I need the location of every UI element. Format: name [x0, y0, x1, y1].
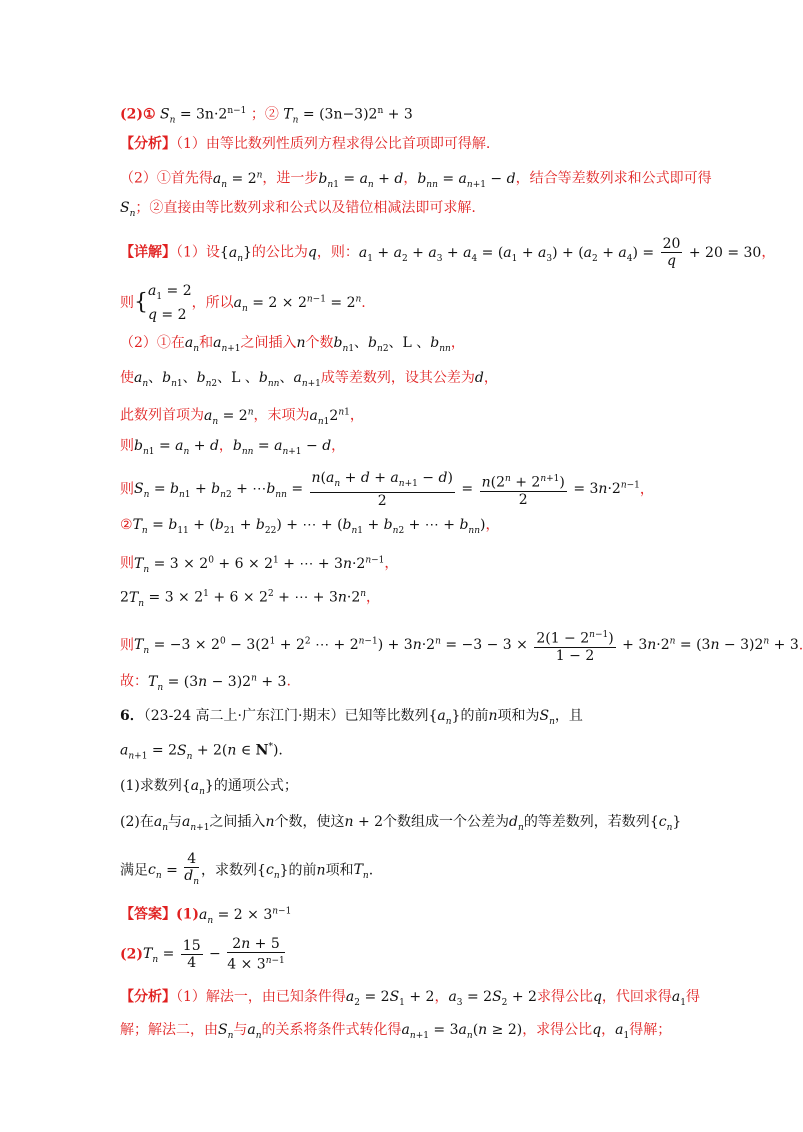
answer-tag: 【答案】: [120, 906, 176, 923]
math-expr: + 3: [383, 106, 413, 123]
text: 故：: [120, 673, 148, 690]
text: 已知等比数列: [344, 708, 429, 724]
math-exp: n−1: [227, 106, 247, 116]
text: ，进一步: [262, 170, 319, 187]
text: 则: [120, 438, 134, 454]
text: ，: [601, 1022, 616, 1038]
question-6-line-2: $a_{n+1} = 2S_n + 2(n$ ∈ N*).: [120, 742, 283, 762]
text: ，结合等差数列求和公式即可得: [515, 170, 712, 187]
text: 的前: [288, 862, 317, 879]
math-s: S: [160, 106, 170, 123]
detail-line-10: $2T_n = 3 \times 2^1 + 6 \times 2^2$ + ⋯ + $3n\cdot 2^n$，: [120, 589, 381, 609]
text: 个数: [305, 335, 334, 351]
text: 得: [686, 989, 701, 1005]
analysis-text: （1）由等比数列性质列方程求得公比首项即可得解.: [176, 136, 491, 152]
text: 的前: [460, 708, 489, 724]
text: （2）①首先得: [120, 170, 213, 187]
analysis-tag: 【分析】: [120, 136, 176, 152]
detail-line-7: 则$S_n = b_{n1} + b_{n2}$ + $\cdots b_{nn}$ = $\frac{n(a_n + d + a_{n+1} - d)}{2}$ = $\frac{n(2^n + 2^{n+1})}{2}$ = $3n\cdot 2^{n-1}$，: [120, 470, 654, 509]
text: ，: [403, 170, 418, 187]
text: （2）①在: [120, 335, 185, 351]
text: ，: [434, 989, 449, 1005]
text: 的通项公式；: [213, 778, 298, 794]
question-source: （23-24 高二上·广东江门·期末）: [143, 708, 345, 724]
analysis-line-3: $S_n$；②直接由等比数列求和公式以及错位相减法即可求解.: [120, 200, 476, 219]
detail-line-11: 则$T_n = -3 \times 2^0 - 3(2^1 + 2^2$ ⋯ + $2^{n-1}) + 3n\cdot 2^n = -3 - 3$ × $\frac{2(1 - 2^{n-1})}{1 - 2}$ + $3n\cdot 2^n = (3n - 3)2^n + 3$.: [120, 627, 690, 664]
answer-6-line-2: $(2)T_n$ = $\frac{15}{4}$ − $\frac{2n + 5}{4 \times 3^{n-1}}$: [120, 936, 285, 973]
detail-line-9: 则$T_n = 3 \times 2^0 + 6 \times 2^1$ + ⋯ + $3n\cdot 2^{n-1}$，: [120, 555, 399, 575]
analysis-6-line-2: 解；解法二，由$S_n$与$a_n$的关系将条件式转化得$a_{n+1} = 3a_n(n \ge 2)$，求得公比q，$a_1$得解；: [120, 1022, 672, 1041]
text: 和: [199, 335, 214, 351]
text: 成等差数列，设其公差为: [320, 370, 475, 386]
text: 与: [168, 814, 182, 830]
text: 的公比为: [251, 244, 308, 261]
text: 之间插入: [240, 335, 297, 351]
analysis-6-line-1: 【分析】（1）解法一，由已知条件得$a_2 = 2S_1 + 2$，$a_3 = 2S_2 + 2$求得公比q，代回求得$a_1$得: [120, 989, 701, 1008]
text: ，求数列: [201, 862, 258, 879]
text: (1): [176, 906, 199, 923]
text: 解；解法二，由: [120, 1022, 218, 1038]
text: 则: [120, 555, 134, 572]
text: (2)在: [120, 814, 154, 830]
detail-tag: 【详解】: [120, 244, 176, 261]
text: 则: [120, 637, 134, 654]
detail-line-6: 则$b_{n1} = a_n + d$，$b_{nn} = a_{n+1} - d$，: [120, 438, 346, 457]
answer-6-line-1: 【答案】$(1)a_n = 2 \times 3^{n-1}$: [120, 906, 292, 926]
text: ，求得公比: [522, 1022, 593, 1038]
question-6-part2-cont: 满足$c_n$ = $\frac{4}{d_n}$ ，求数列$\{c_n\}$的前n项和$T_n$.: [120, 851, 374, 887]
part-marker: (2)①: [120, 106, 156, 123]
question-6-line-1: 6．（23-24 高二上·广东江门·期末）已知等比数列$\{a_n\}$的前n项和为$S_n$，且: [120, 708, 583, 727]
math-expr: = 3n·2: [175, 106, 228, 123]
text: ，代回求得: [601, 989, 672, 1005]
text: (2): [120, 946, 143, 963]
text: ，所以: [191, 294, 234, 311]
text: 则: [120, 294, 134, 311]
text: ，则：: [316, 244, 359, 261]
question-number: 6．: [120, 708, 144, 724]
text: 个数组成一个公差为: [383, 814, 510, 830]
text: ，且: [554, 708, 583, 724]
detail-line-4: 使$a_n$、$b_{n1}$、$b_{n2}$、L 、$b_{nn}$、$a_{n+1}$成等差数列，设其公差为d，: [120, 370, 498, 389]
text: 与: [233, 1022, 248, 1038]
text: 的关系将条件式转化得: [261, 1022, 402, 1038]
text: 项和为: [497, 708, 540, 724]
detail-line-8: $②T_n = b_{11} + (b_{21} + b_{22})$ + ⋯ + ($b_{n1} + b_{n2}$ + ⋯ + $b_{nn}$)，: [120, 517, 500, 536]
text: 的等差数列，若数列: [523, 814, 650, 830]
analysis-tag: 【分析】: [120, 989, 176, 1005]
math-t: T: [283, 106, 293, 123]
text: 得解；: [629, 1022, 672, 1038]
question-6-part2: (2)在$a_n$与$a_{n+1}$之间插入n个数，使这n + 2个数组成一个公差为$d_n$的等差数列，若数列$\{c_n\}$: [120, 814, 682, 833]
text: ；②直接由等比数列求和公式以及错位相减法即可求解.: [135, 200, 476, 216]
text: （1）解法一，由已知条件得: [176, 989, 346, 1005]
text: （1）设: [176, 244, 220, 261]
separator: ；②: [250, 106, 279, 123]
text: ，末项为: [253, 407, 310, 424]
analysis-line-2: （2）①首先得$a_n = 2^n$，进一步$b_{n1} = a_n + d$，$b_{nn} = a_{n+1} - d$，结合等差数列求和公式即可得: [120, 170, 712, 190]
text: 之间插入: [209, 814, 266, 830]
text: 使: [120, 370, 134, 386]
detail-line-1: 【详解】（1）设$\{a_n\}$的公比为q，则：$a_1 + a_2 + a_3 + a_4 = (a_1 + a_3) + (a_2 + a_4)$ = $\frac{20}{q}$ + 20 = 30，: [120, 236, 776, 269]
text: 项和: [325, 862, 354, 879]
text: 则: [120, 481, 134, 498]
analysis-line-1: [120, 134, 690, 154]
question-6-part1: (1)求数列$\{a_n\}$的通项公式；: [120, 778, 298, 797]
answer-part2-line: (2)① $S_n = 3n\cdot 2^{n-1}$ ；② $T_n = (3n-3)2^n + 3$: [120, 106, 413, 126]
detail-line-2: 则{ $a_1 = 2$ q = 2 ，所以$a_n = 2 \times 2^{n-1} = 2^n$.: [120, 283, 366, 323]
text: 此数列首项为: [120, 407, 204, 424]
text: 满足: [120, 862, 148, 879]
text: 求得公比: [536, 989, 593, 1005]
math-exp: n: [377, 106, 384, 116]
detail-conclusion: 故：$T_n = (3n - 3)2^n + 3$.: [120, 673, 291, 693]
detail-line-5: 此数列首项为$a_n = 2^n$，末项为$a_{n1}2^{n1}$，: [120, 407, 364, 427]
detail-line-3: （2）①在$a_n$和$a_{n+1}$之间插入n个数$b_{n1}$、$b_{n2}$、L 、$b_{nn}$，: [120, 335, 465, 354]
math-expr: = (3n−3)2: [298, 106, 378, 123]
text: 个数，使这: [274, 814, 345, 830]
text: (1)求数列: [120, 778, 182, 794]
